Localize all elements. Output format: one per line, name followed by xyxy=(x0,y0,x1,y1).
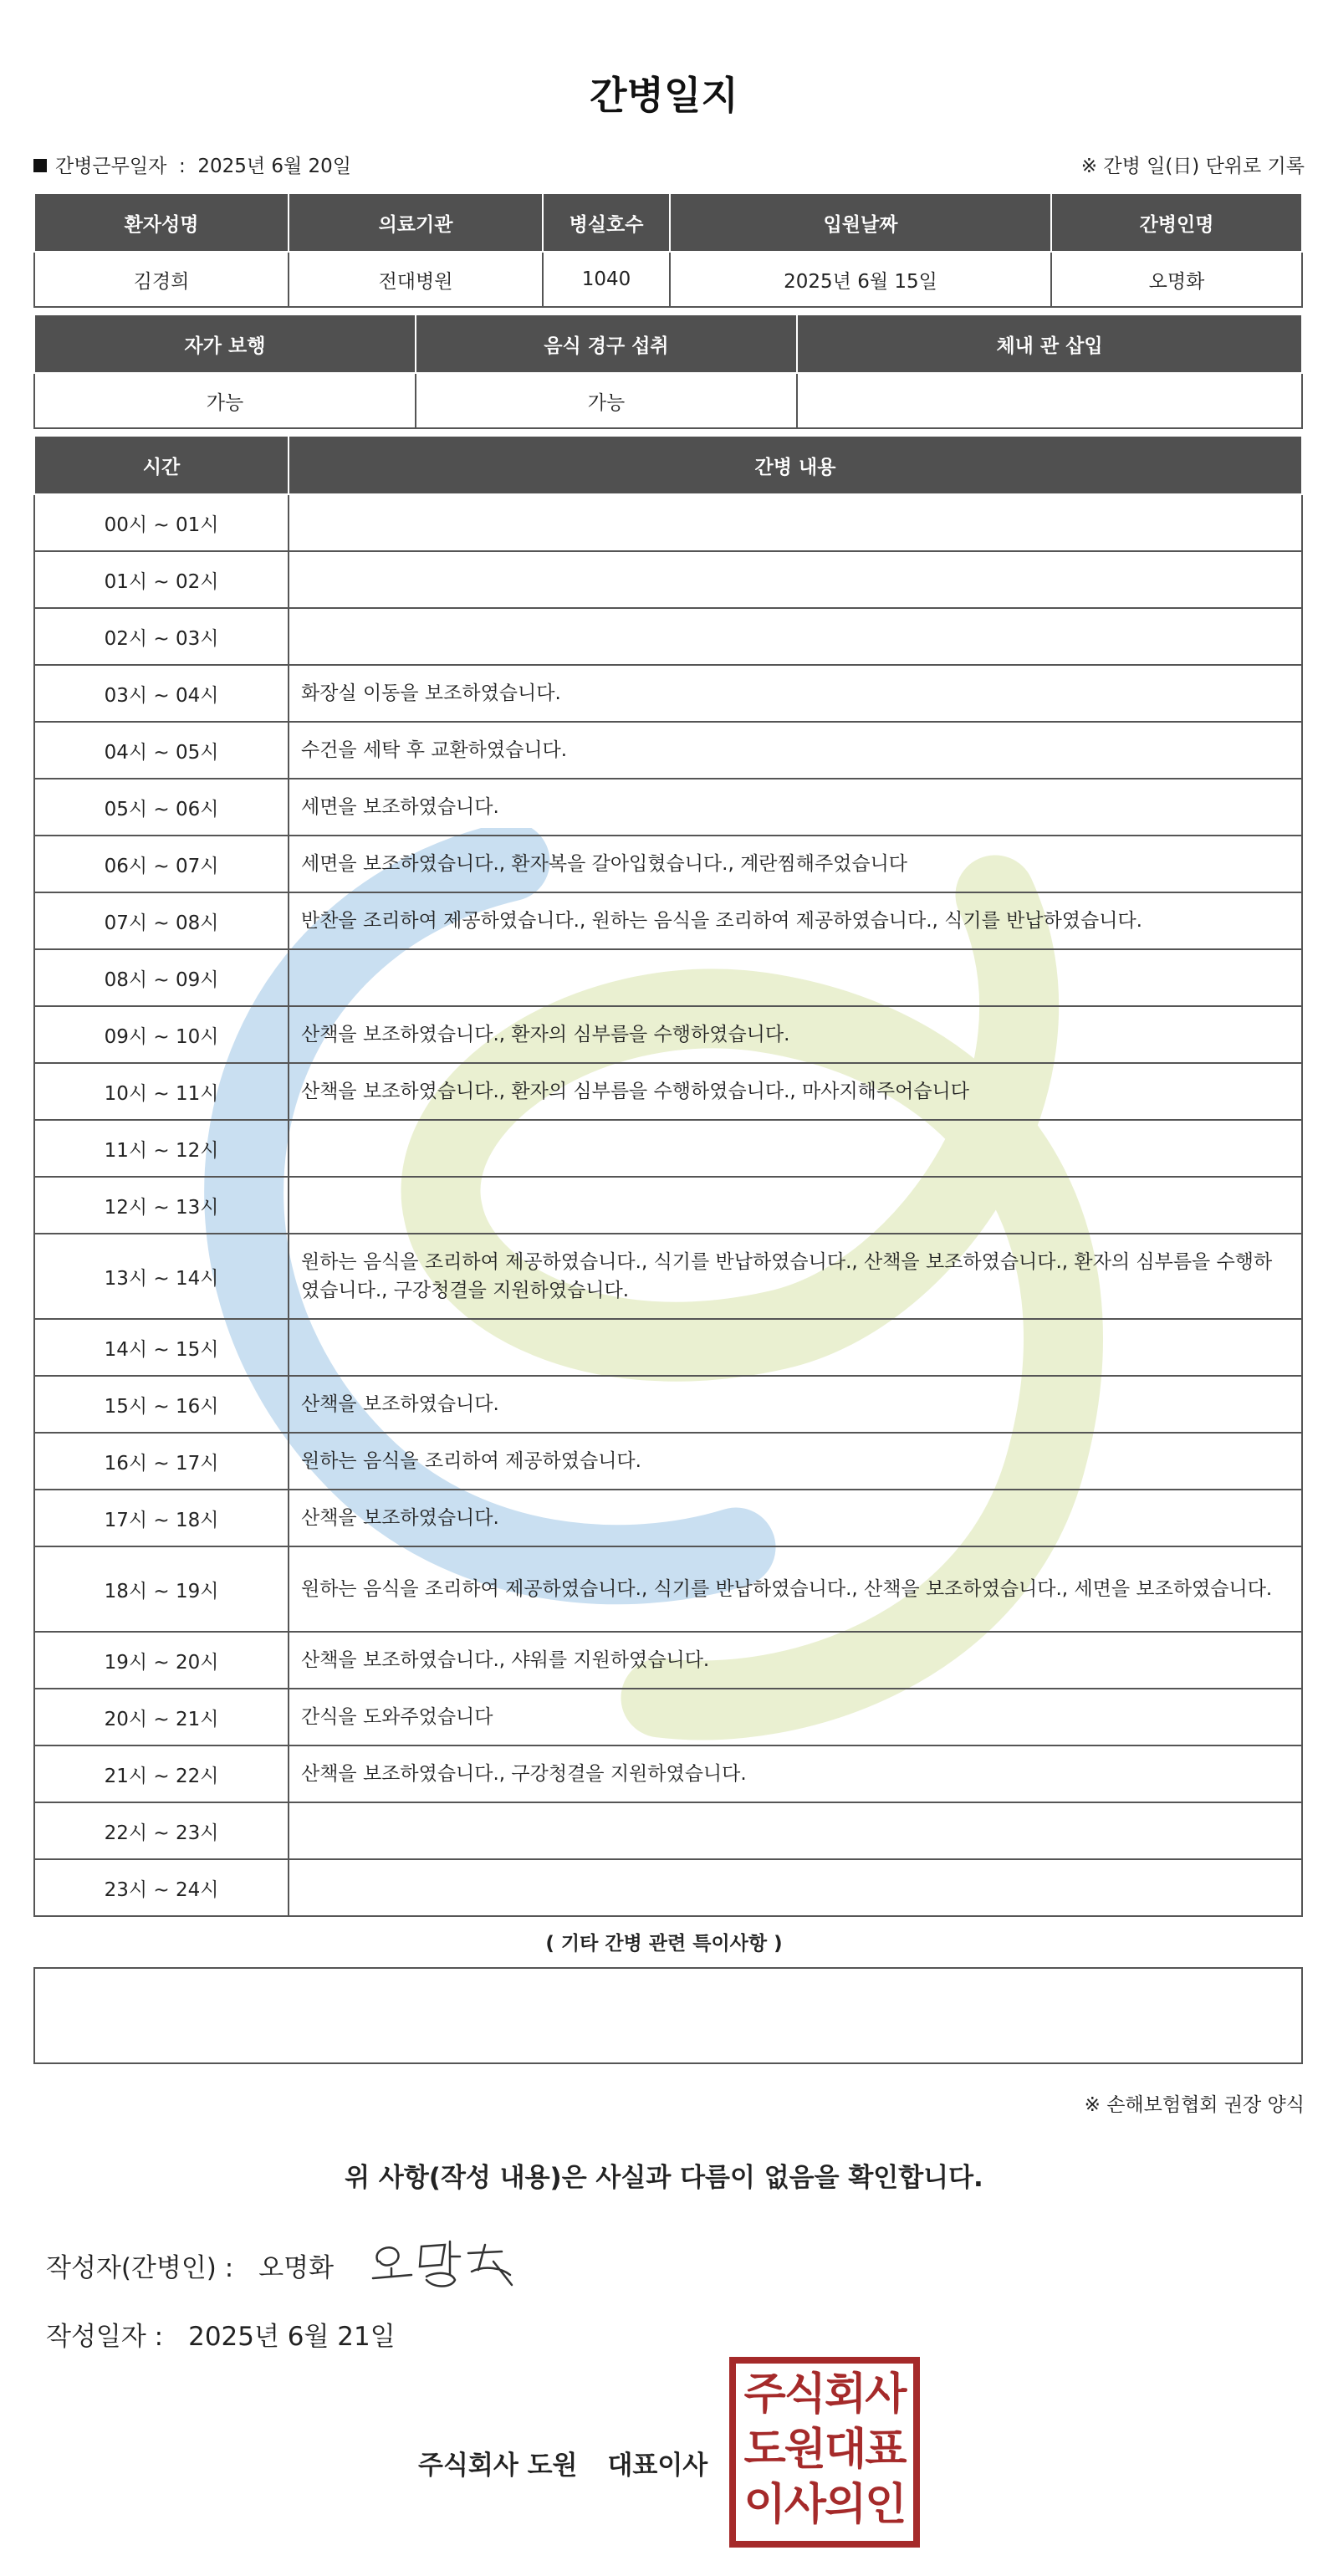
care-log-time: 20시 ~ 21시 xyxy=(34,1689,289,1745)
care-log-content: 세면을 보조하였습니다., 환자복을 갈아입혔습니다., 계란찜해주었습니다 xyxy=(289,836,1302,892)
writer-label: 작성자(간병인) : xyxy=(46,2253,234,2283)
notes-title: ( 기타 간병 관련 특이사항 ) xyxy=(545,1933,783,1955)
care-log-time: 07시 ~ 08시 xyxy=(34,892,289,949)
company-name: 주식회사 도원 xyxy=(418,2451,578,2481)
care-log-content xyxy=(289,1859,1302,1916)
hospital: 전대병원 xyxy=(289,252,543,307)
self-walk-value: 가능 xyxy=(34,373,416,428)
company-line xyxy=(418,2444,707,2481)
work-date-value: 2025년 6월 20일 xyxy=(197,156,352,177)
care-log-row xyxy=(34,1546,1302,1632)
work-date-sep: : xyxy=(178,156,186,177)
care-log-content: 산책을 보조하였습니다., 구강청결을 지원하였습니다. xyxy=(289,1745,1302,1802)
care-log-content: 화장실 이동을 보조하였습니다. xyxy=(289,665,1302,722)
care-log-content: 간식을 도와주었습니다 xyxy=(289,1689,1302,1745)
company-seal-stamp xyxy=(729,2357,920,2548)
care-log-row xyxy=(34,1234,1302,1319)
writer-name: 오명화 xyxy=(258,2253,335,2283)
care-log-time: 12시 ~ 13시 xyxy=(34,1177,289,1234)
confirm-statement: 위 사항(작성 내용)은 사실과 다름이 없음을 확인합니다. xyxy=(345,2163,983,2193)
care-log-time: 05시 ~ 06시 xyxy=(34,779,289,836)
care-log-row xyxy=(34,494,1302,551)
recommend-note: ※ 손해보험협회 권장 양식 xyxy=(1084,2094,1305,2116)
care-log-content xyxy=(289,1177,1302,1234)
care-log-time: 04시 ~ 05시 xyxy=(34,722,289,779)
care-log-content: 산책을 보조하였습니다., 샤워를 지원하였습니다. xyxy=(289,1632,1302,1689)
care-log-row xyxy=(34,722,1302,779)
header-admission-date: 입원날짜 xyxy=(670,194,1051,252)
care-log-header-row xyxy=(34,437,1302,494)
patient-name: 김경희 xyxy=(34,252,289,307)
written-date-line xyxy=(46,2315,396,2353)
care-log-row xyxy=(34,1376,1302,1433)
care-log-content: 세면을 보조하였습니다. xyxy=(289,779,1302,836)
care-log-time: 11시 ~ 12시 xyxy=(34,1120,289,1177)
written-date-value: 2025년 6월 21일 xyxy=(188,2322,396,2352)
care-log-row xyxy=(34,665,1302,722)
care-log-content xyxy=(289,608,1302,665)
care-log-table xyxy=(33,437,1303,1917)
care-log-content: 원하는 음식을 조리하여 제공하였습니다., 식기를 반납하였습니다., 산책을 보조하였습니다., 세면을 보조하였습니다. xyxy=(289,1546,1302,1632)
care-log-row xyxy=(34,608,1302,665)
patient-info-table xyxy=(33,194,1303,308)
header-hospital: 의료기관 xyxy=(289,194,543,252)
care-log-time: 17시 ~ 18시 xyxy=(34,1490,289,1546)
care-log-row xyxy=(34,1433,1302,1490)
care-log-content xyxy=(289,1802,1302,1859)
care-log-content: 산책을 보조하였습니다. xyxy=(289,1490,1302,1546)
written-date-label: 작성일자 : xyxy=(46,2322,164,2352)
work-date-label: 간병근무일자 xyxy=(55,156,167,177)
page-title: 간병일지 xyxy=(590,73,738,118)
care-log-content xyxy=(289,1319,1302,1376)
care-log-row xyxy=(34,1859,1302,1916)
header-caregiver: 간병인명 xyxy=(1051,194,1302,252)
care-log-content: 산책을 보조하였습니다., 환자의 심부름을 수행하였습니다. xyxy=(289,1006,1302,1063)
care-log-content xyxy=(289,949,1302,1006)
tube-insert-value xyxy=(797,373,1302,428)
care-log-row xyxy=(34,1063,1302,1120)
care-log-time: 22시 ~ 23시 xyxy=(34,1802,289,1859)
care-log-row xyxy=(34,1802,1302,1859)
care-log-row xyxy=(34,892,1302,949)
bullet-square-icon xyxy=(33,159,47,172)
header-room: 병실호수 xyxy=(543,194,670,252)
care-log-time: 09시 ~ 10시 xyxy=(34,1006,289,1063)
care-log-time: 13시 ~ 14시 xyxy=(34,1234,289,1319)
care-log-content: 산책을 보조하였습니다., 환자의 심부름을 수행하였습니다., 마사지해주어습니다 xyxy=(289,1063,1302,1120)
care-log-content: 원하는 음식을 조리하여 제공하였습니다., 식기를 반납하였습니다., 산책을 보조하였습니다., 환자의 심부름을 수행하였습니다., 구강청결을 지원하였습니다. xyxy=(289,1234,1302,1319)
care-log-row xyxy=(34,779,1302,836)
care-log-row xyxy=(34,1632,1302,1689)
ability-header-row xyxy=(34,315,1302,373)
notes-box xyxy=(33,1967,1303,2064)
care-log-content xyxy=(289,1120,1302,1177)
care-log-time: 00시 ~ 01시 xyxy=(34,494,289,551)
ability-value-row xyxy=(34,373,1302,428)
header-care-content: 간병 내용 xyxy=(289,437,1302,494)
seal-line-3: 이사의인 xyxy=(743,2480,906,2530)
care-log-row xyxy=(34,1177,1302,1234)
care-log-content xyxy=(289,551,1302,608)
care-log-content: 반찬을 조리하여 제공하였습니다., 원하는 음식을 조리하여 제공하였습니다., 식기를 반납하였습니다. xyxy=(289,892,1302,949)
caregiver-name: 오명화 xyxy=(1051,252,1302,307)
care-log-time: 08시 ~ 09시 xyxy=(34,949,289,1006)
header-self-walk: 자가 보행 xyxy=(34,315,416,373)
patient-info-header-row xyxy=(34,194,1302,252)
header-oral-intake: 음식 경구 섭취 xyxy=(416,315,797,373)
care-log-content: 수건을 세탁 후 교환하였습니다. xyxy=(289,722,1302,779)
admission-date: 2025년 6월 15일 xyxy=(670,252,1051,307)
care-log-row xyxy=(34,949,1302,1006)
care-log-time: 19시 ~ 20시 xyxy=(34,1632,289,1689)
care-log-content: 산책을 보조하였습니다. xyxy=(289,1376,1302,1433)
work-date xyxy=(33,151,351,178)
care-log-row xyxy=(34,1319,1302,1376)
seal-line-1: 주식회사 xyxy=(743,2369,906,2420)
care-log-time: 03시 ~ 04시 xyxy=(34,665,289,722)
header-tube-insert: 체내 관 삽입 xyxy=(797,315,1302,373)
care-log-time: 01시 ~ 02시 xyxy=(34,551,289,608)
care-log-row xyxy=(34,551,1302,608)
oral-intake-value: 가능 xyxy=(416,373,797,428)
ability-table xyxy=(33,315,1303,429)
seal-line-2: 도원대표 xyxy=(743,2425,906,2475)
care-log-row xyxy=(34,1745,1302,1802)
care-log-content xyxy=(289,494,1302,551)
care-log-time: 06시 ~ 07시 xyxy=(34,836,289,892)
care-log-time: 14시 ~ 15시 xyxy=(34,1319,289,1376)
record-note: ※ 간병 일(日) 단위로 기록 xyxy=(1080,156,1305,177)
care-log-time: 23시 ~ 24시 xyxy=(34,1859,289,1916)
header-patient-name: 환자성명 xyxy=(34,194,289,252)
care-log-content: 원하는 음식을 조리하여 제공하였습니다. xyxy=(289,1433,1302,1490)
care-log-row xyxy=(34,1006,1302,1063)
care-log-row xyxy=(34,1689,1302,1745)
care-log-time: 15시 ~ 16시 xyxy=(34,1376,289,1433)
handwritten-signature xyxy=(368,2228,518,2295)
care-log-row xyxy=(34,836,1302,892)
writer-line xyxy=(46,2246,334,2284)
care-log-time: 02시 ~ 03시 xyxy=(34,608,289,665)
room-number: 1040 xyxy=(543,252,670,307)
care-log-row xyxy=(34,1120,1302,1177)
care-log-row xyxy=(34,1490,1302,1546)
header-time: 시간 xyxy=(34,437,289,494)
patient-info-value-row xyxy=(34,252,1302,307)
care-log-time: 16시 ~ 17시 xyxy=(34,1433,289,1490)
company-rep: 대표이사 xyxy=(607,2451,708,2481)
care-log-time: 18시 ~ 19시 xyxy=(34,1546,289,1632)
care-log-time: 10시 ~ 11시 xyxy=(34,1063,289,1120)
care-log-time: 21시 ~ 22시 xyxy=(34,1745,289,1802)
